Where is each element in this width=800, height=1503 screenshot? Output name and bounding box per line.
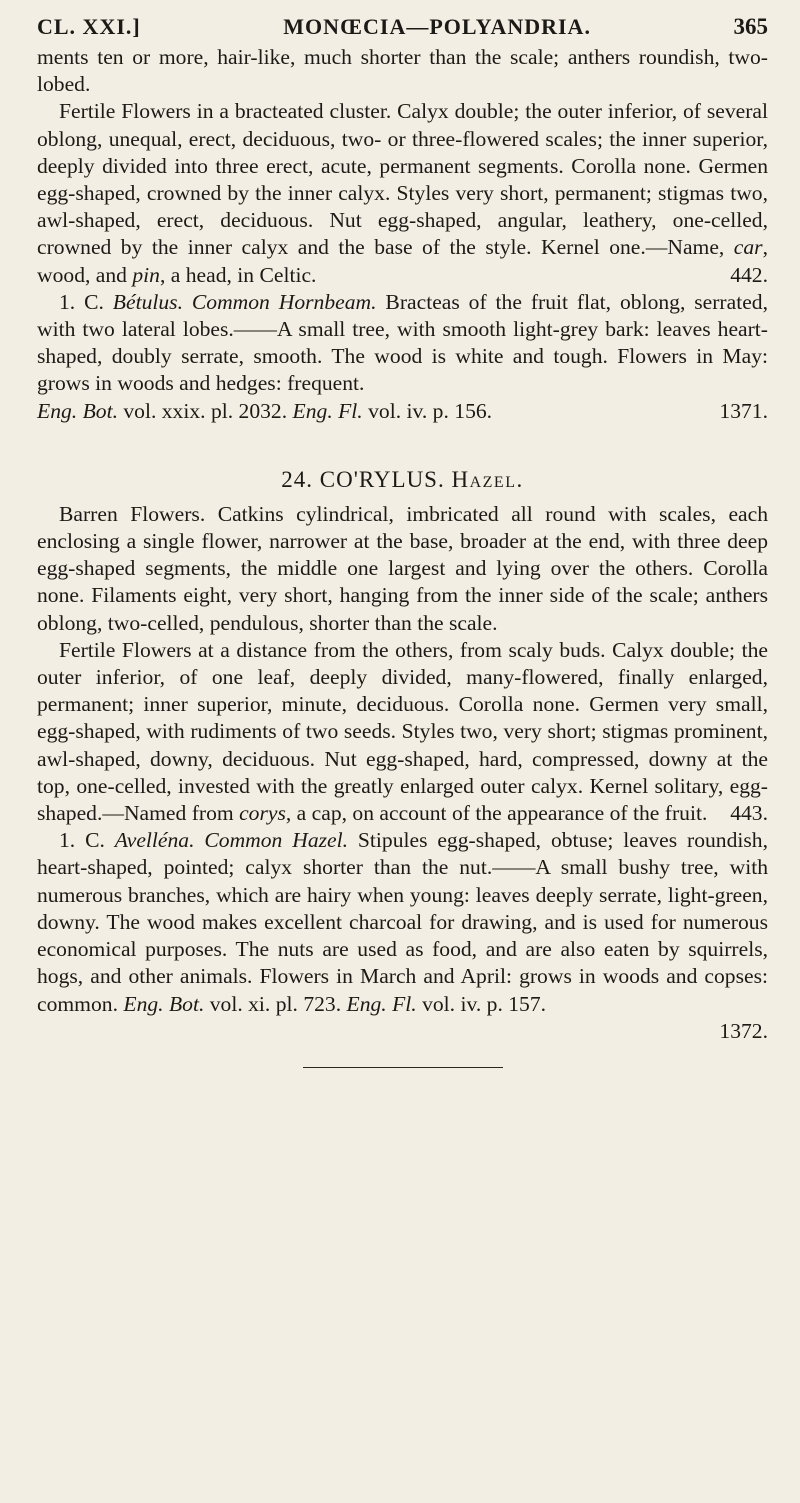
- running-head: [37, 14, 768, 40]
- species-entry: 1. C. Bétulus. Common Hornbeam. Bracteas of the fruit flat, oblong, serrated, with two lateral lobes.——A small tree, with smooth light-grey bark: leaves heart-shaped, doubly serrate, smooth. The wood is white and tough. Flowers in May: grows in woods and hedges: frequent.: [37, 289, 768, 396]
- species-common-name: Common Hornbeam.: [191, 289, 377, 314]
- page-title: MONŒCIA—POLYANDRIA.: [283, 14, 591, 39]
- fertile-flowers-paragraph: Fertile Flowers in a bracteated cluster. Calyx double; the outer inferior, of several oblong, unequal, erect, deciduous, two- or three-flowered scales; the inner superior, deeply divided into three erect, acute, permanent segments. Corolla none. Germen egg-shaped, crowned by the inner calyx. Styles very short, permanent; stigmas two, awl-shaped, erect, deciduous. Nut egg-shaped, angular, leathery, one-celled, crowned by the inner calyx and the base of the style. Kernel one.—Name, car, wood, and pin, a head, in Celtic. 442.: [37, 98, 768, 288]
- species-entry: 1. C. Avelléna. Common Hazel. Stipules egg-shaped, obtuse; leaves roundish, heart-shaped, pointed; calyx shorter than the nut.——A small bushy tree, with numerous branches, which are hairy when young: leaves deeply serrate, light-green, downy. The wood makes excellent charcoal for drawing, and is used for numerous economical purposes. The nuts are used as food, and are also eaten by squirrels, hogs, and other animals. Flowers in March and April: grows in woods and copses: common. Eng. Bot. vol. xi. pl. 723. Eng. Fl. vol. iv. p. 157.: [37, 828, 768, 1016]
- reference-line: Eng. Bot. vol. xxix. pl. 2032. Eng. Fl. vol. iv. p. 156. 1371.: [37, 398, 768, 425]
- section-number: 442.: [730, 262, 768, 287]
- entry-number: 1372.: [719, 1018, 768, 1043]
- class-label: CL. XXI.]: [37, 14, 141, 39]
- genus-heading: [37, 465, 768, 495]
- entry-number: 1371.: [719, 398, 768, 423]
- species-common-name: Common Hazel.: [204, 828, 349, 853]
- page-number: 365: [733, 14, 768, 39]
- species-name: Avelléna.: [114, 828, 195, 853]
- continued-paragraph: ments ten or more, hair-like, much shorter than the scale; anthers roundish, two-lobed.: [37, 45, 768, 97]
- barren-flowers-paragraph: Barren Flowers. Catkins cylindrical, imbricated all round with scales, each enclosing a single flower, narrower at the base, broader at the end, with three deep egg-shaped segments, the middle one largest and lying over the others. Corolla none. Filaments eight, very short, hanging from the inner side of the scale; anthers oblong, two-celled, pendulous, shorter than the scale.: [37, 501, 768, 635]
- section-number: 443.: [730, 801, 768, 826]
- genus-number: 24.: [281, 466, 313, 492]
- fertile-flowers-paragraph: Fertile Flowers at a distance from the others, from scaly buds. Calyx double; the outer inferior, of one leaf, deeply divided, many-flowered, finally enlarged, permanent; inner superior, minute, deciduous. Corolla none. Germen very small, egg-shaped, with rudiments of two seeds. Styles two, very short; stigmas prominent, awl-shaped, downy, deciduous. Nut egg-shaped, hard, compressed, downy at the top, one-celled, invested with the greatly enlarged outer calyx. Kernel solitary, egg-shaped.—Named from corys, a cap, on account of the appearance of the fruit. 443.: [37, 637, 768, 827]
- reference-line: [37, 1018, 768, 1045]
- genus-common-name: Hazel.: [451, 466, 524, 492]
- species-name: Bétulus.: [112, 289, 183, 314]
- genus-name: CO'RYLUS.: [319, 466, 445, 492]
- divider-rule: [303, 1067, 503, 1068]
